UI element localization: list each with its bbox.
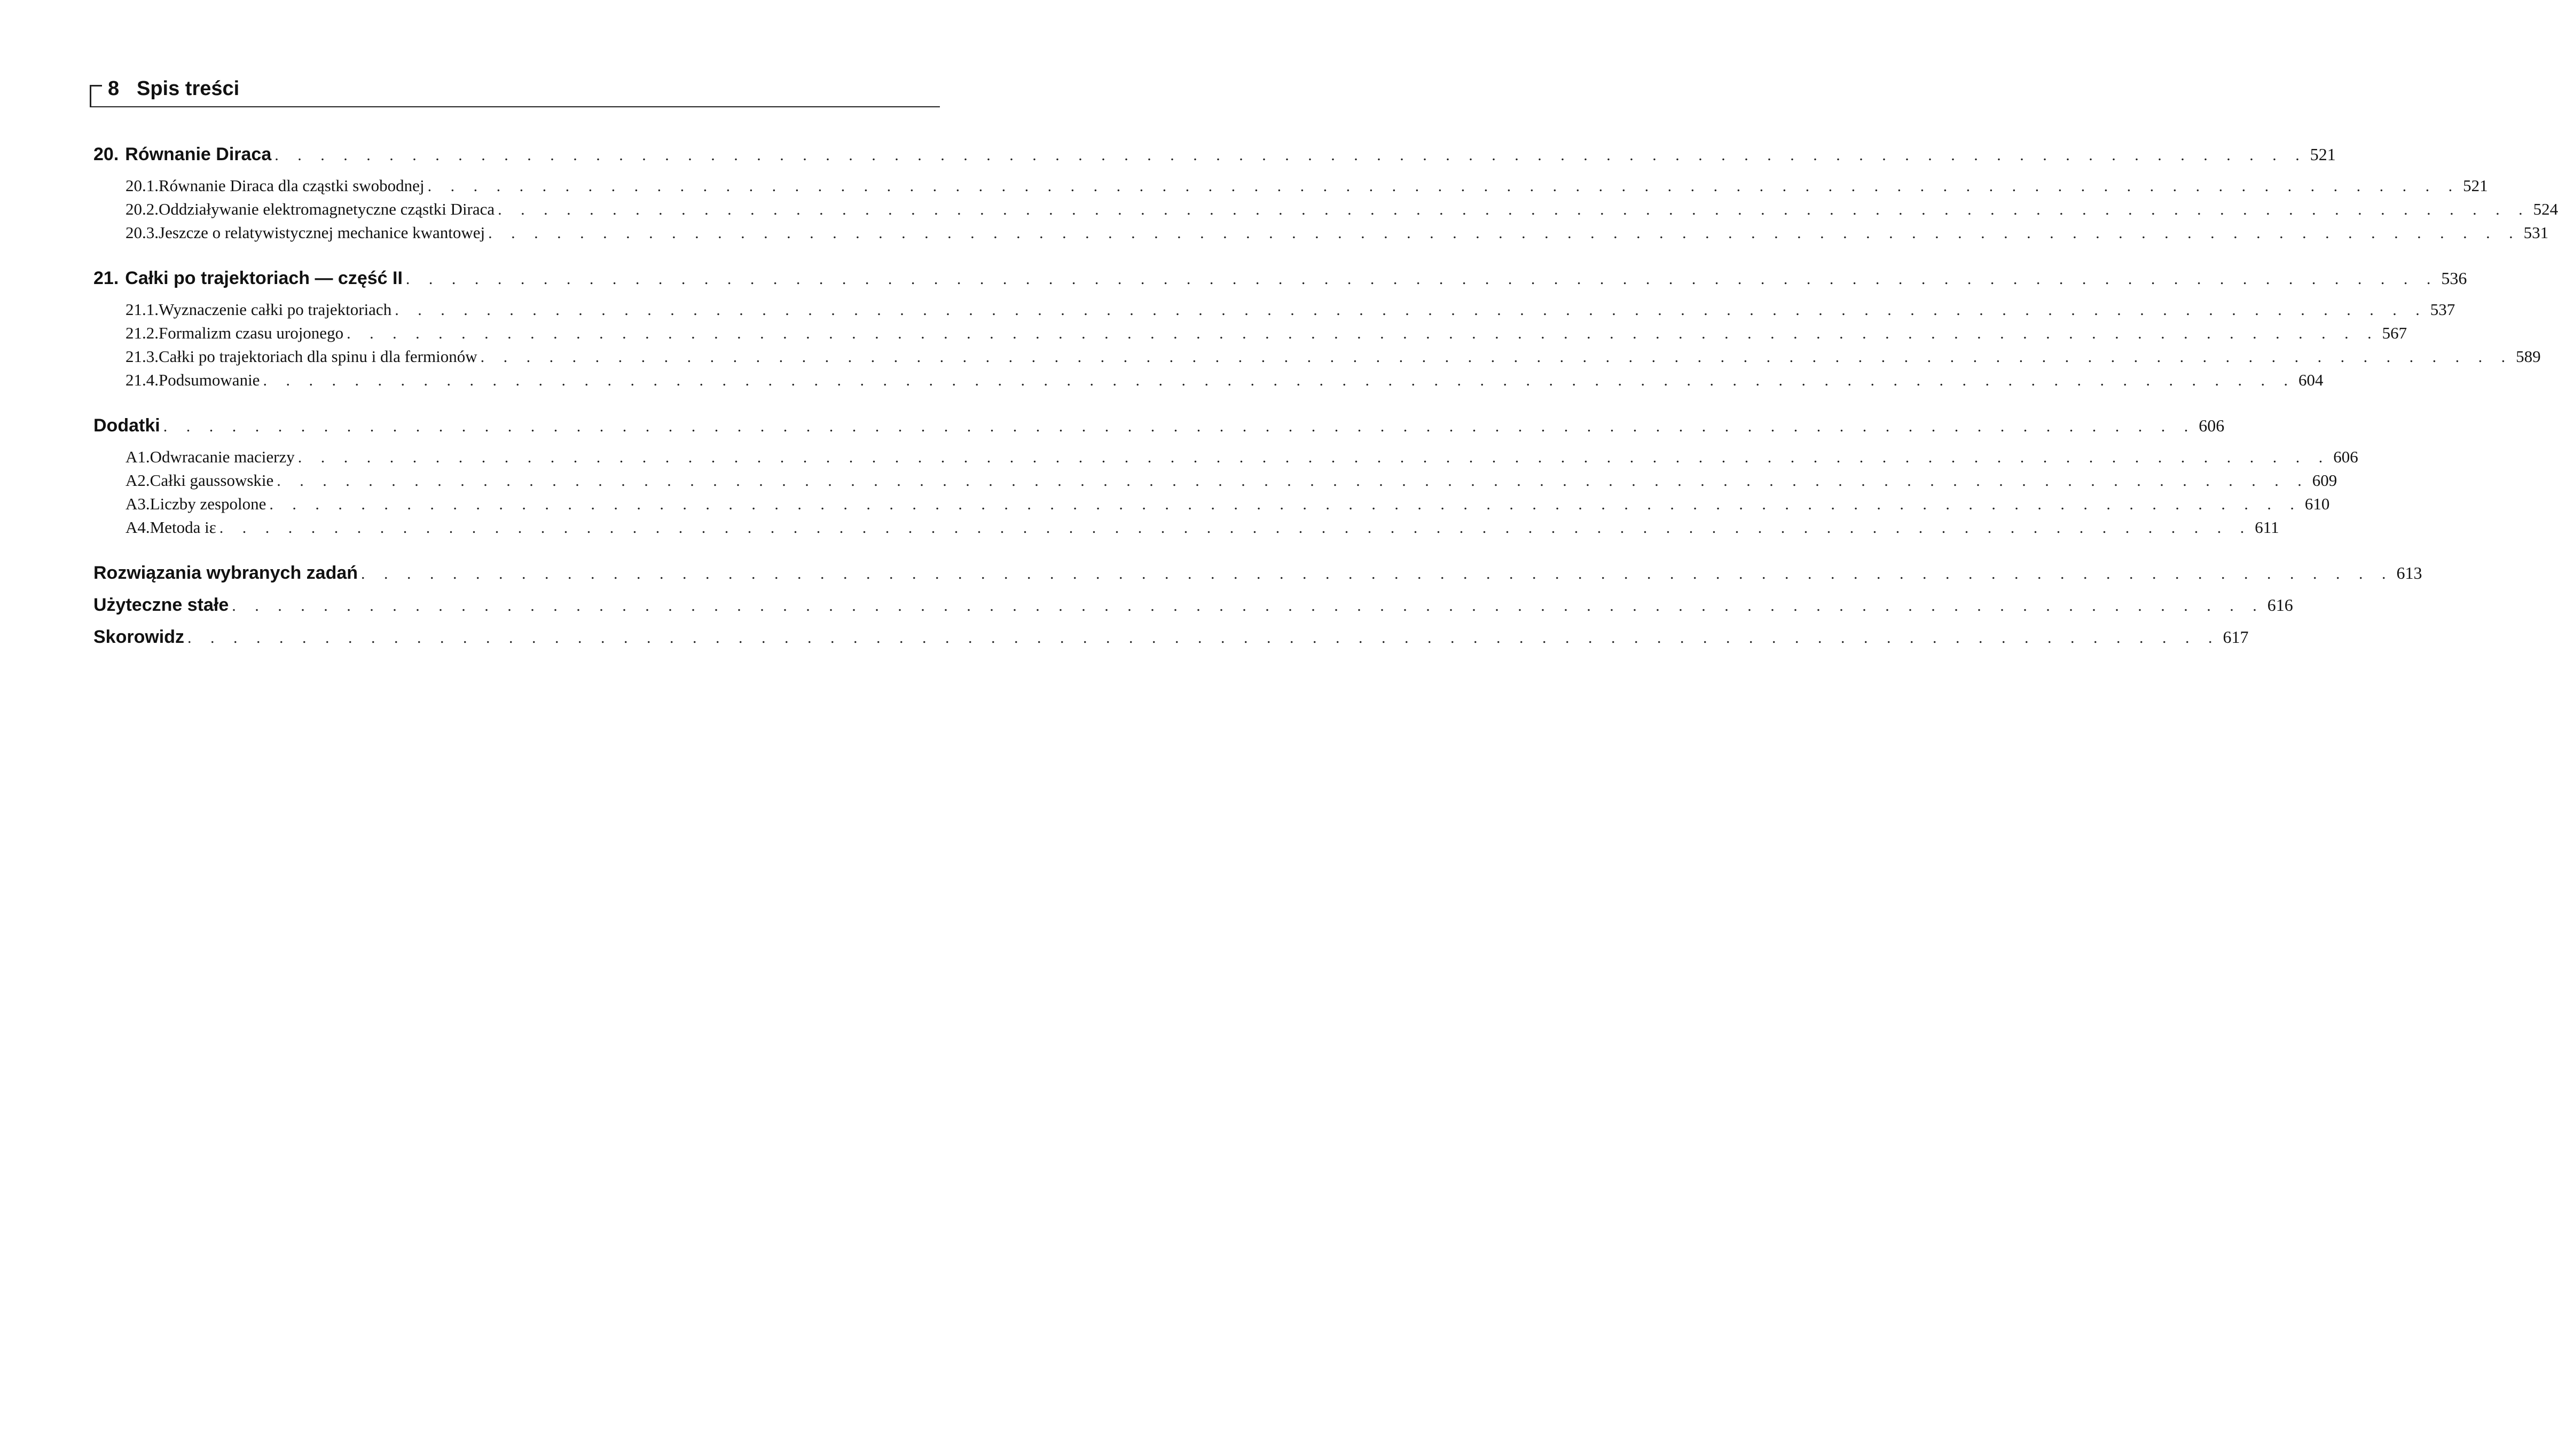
page-ref: 521 [2463,176,2488,195]
chapter-title: Użyteczne stałe [93,595,229,615]
section-title: Metoda iε [150,518,216,537]
toc-appendix-a2[interactable] [93,471,2337,494]
dot-leader: . . . . . . . . . . . . . . . . . . . . . . . . . . . . . . . . . . . . . . . . . . . . . . . . . . . . . . . . . . . . . . . . . . . . . . . . . . . . . . . . . . . . . . . . . [395,301,2427,319]
chapter-title: Równanie Diraca [125,144,272,164]
toc-index[interactable] [93,627,2249,650]
dot-leader: . . . . . . . . . . . . . . . . . . . . . . . . . . . . . . . . . . . . . . . . . . . . . . . . . . . . . . . . . . . . . . . . . . . . . . . . . . . . . . . . . . . . . . . . . [498,201,2530,218]
page-ref: 606 [2333,447,2358,466]
toc-appendices[interactable] [93,415,2225,439]
page-ref: 617 [2223,627,2249,647]
dot-leader: . . . . . . . . . . . . . . . . . . . . . . . . . . . . . . . . . . . . . . . . . . . . . . . . . . . . . . . . . . . . . . . . . . . . . . . . . . . . . . . . . . . . . . . . . [361,565,2394,583]
section-title: Odwracanie macierzy [150,447,295,466]
page-ref: 537 [2430,300,2455,319]
dot-leader: . . . . . . . . . . . . . . . . . . . . . . . . . . . . . . . . . . . . . . . . . . . . . . . . . . . . . . . . . . . . . . . . . . . . . . . . . . . . . . . . . . . . . . . . . [274,146,2307,164]
dot-leader: . . . . . . . . . . . . . . . . . . . . . . . . . . . . . . . . . . . . . . . . . . . . . . . . . . . . . . . . . . . . . . . . . . . . . . . . . . . . . . . . . . . . . . . . . [219,519,2252,537]
section-number: 20.2. [125,200,159,218]
dot-leader: . . . . . . . . . . . . . . . . . . . . . . . . . . . . . . . . . . . . . . . . . . . . . . . . . . . . . . . . . . . . . . . . . . . . . . . . . . . . . . . . . . . . . . . . . [480,348,2513,366]
dot-leader: . . . . . . . . . . . . . . . . . . . . . . . . . . . . . . . . . . . . . . . . . . . . . . . . . . . . . . . . . . . . . . . . . . . . . . . . . . . . . . . . . . . . . . . . . [263,372,2295,389]
section-number: A4. [125,518,150,537]
chapter-title: Całki po trajektoriach — część II [125,268,403,288]
toc-section-20-2[interactable] [93,200,2558,223]
dot-leader: . . . . . . . . . . . . . . . . . . . . . . . . . . . . . . . . . . . . . . . . . . . . . . . . . . . . . . . . . . . . . . . . . . . . . . . . . . . . . . . . . . . . . . . . . [297,448,2331,466]
chapter-number: 20. [93,144,119,164]
page-ref: 567 [2382,324,2407,342]
section-title: Całki gaussowskie [150,471,274,490]
section-number: A2. [125,471,150,490]
running-head [90,77,940,107]
toc-section-21-4[interactable] [93,371,2324,394]
page-ref: 531 [2523,223,2549,242]
toc-section-21-1[interactable] [93,300,2455,324]
chapter-title: Dodatki [93,415,160,436]
dot-leader: . . . . . . . . . . . . . . . . . . . . . . . . . . . . . . . . . . . . . . . . . . . . . . . . . . . . . . . . . . . . . . . . . . . . . . . . . . . . . . . . . . . . . . . . . [269,495,2302,513]
toc-section-21-2[interactable] [93,324,2407,347]
page-ref: 616 [2267,595,2293,615]
corner-mark [90,85,102,107]
dot-leader: . . . . . . . . . . . . . . . . . . . . . . . . . . . . . . . . . . . . . . . . . . . . . . . . . . . . . . . . . . . . . . . . . . . . . . . . . . . . . . . . . . . . . . . . . [232,597,2264,615]
running-title: Spis treści [137,77,240,100]
section-number: 21.3. [125,347,159,366]
toc-section-20-1[interactable] [93,176,2488,200]
page-ref: 521 [2310,145,2336,164]
chapter-number: 21. [93,268,119,288]
page-ref: 610 [2304,494,2330,513]
toc-section-21-3[interactable] [93,347,2541,371]
section-title: Liczby zespolone [150,494,266,513]
toc-constants[interactable] [93,595,2293,618]
section-number: 20.3. [125,223,159,242]
page-ref: 536 [2441,269,2467,288]
section-title: Całki po trajektoriach dla spinu i dla fermionów [159,347,477,366]
section-title: Oddziaływanie elektromagnetyczne cząstki Diraca [159,200,495,218]
section-number: 21.4. [125,371,159,389]
section-title: Równanie Diraca dla cząstki swobodnej [159,176,425,195]
page-ref: 606 [2199,416,2225,435]
dot-leader: . . . . . . . . . . . . . . . . . . . . . . . . . . . . . . . . . . . . . . . . . . . . . . . . . . . . . . . . . . . . . . . . . . . . . . . . . . . . . . . . . . . . . . . . . [488,224,2521,242]
section-number: 20.1. [125,176,159,195]
page-ref: 524 [2533,200,2558,218]
toc-appendix-a3[interactable] [93,494,2330,518]
section-title: Podsumowanie [159,371,260,389]
section-title: Formalizm czasu urojonego [159,324,344,342]
chapter-title: Skorowidz [93,627,185,647]
section-number: A1. [125,447,150,466]
section-number: 21.1. [125,300,159,319]
dot-leader: . . . . . . . . . . . . . . . . . . . . . . . . . . . . . . . . . . . . . . . . . . . . . . . . . . . . . . . . . . . . . . . . . . . . . . . . . . . . . . . . . . . . . . . . . [427,177,2460,195]
table-of-contents [93,144,2558,650]
section-title: Jeszcze o relatywistycznej mechanice kwantowej [159,223,485,242]
section-number: 21.2. [125,324,159,342]
page-ref: 604 [2298,371,2324,389]
toc-appendix-a1[interactable] [93,447,2358,471]
dot-leader: . . . . . . . . . . . . . . . . . . . . . . . . . . . . . . . . . . . . . . . . . . . . . . . . . . . . . . . . . . . . . . . . . . . . . . . . . . . . . . . . . . . . . . . . . [347,325,2379,342]
dot-leader: . . . . . . . . . . . . . . . . . . . . . . . . . . . . . . . . . . . . . . . . . . . . . . . . . . . . . . . . . . . . . . . . . . . . . . . . . . . . . . . . . . . . . . . . . [187,629,2220,647]
page-ref: 609 [2312,471,2337,490]
page-ref: 613 [2396,563,2422,583]
page-ref: 611 [2255,518,2279,537]
toc-chapter-21[interactable] [93,268,2467,292]
toc-appendix-a4[interactable] [93,518,2279,541]
toc-solutions[interactable] [93,563,2422,586]
section-title: Wyznaczenie całki po trajektoriach [159,300,392,319]
section-number: A3. [125,494,150,513]
dot-leader: . . . . . . . . . . . . . . . . . . . . . . . . . . . . . . . . . . . . . . . . . . . . . . . . . . . . . . . . . . . . . . . . . . . . . . . . . . . . . . . . . . . . . . . . . [405,270,2438,288]
chapter-title: Rozwiązania wybranych zadań [93,563,358,583]
dot-leader: . . . . . . . . . . . . . . . . . . . . . . . . . . . . . . . . . . . . . . . . . . . . . . . . . . . . . . . . . . . . . . . . . . . . . . . . . . . . . . . . . . . . . . . . . [163,418,2196,435]
page-number: 8 [108,77,120,100]
dot-leader: . . . . . . . . . . . . . . . . . . . . . . . . . . . . . . . . . . . . . . . . . . . . . . . . . . . . . . . . . . . . . . . . . . . . . . . . . . . . . . . . . . . . . . . . . [277,472,2309,490]
page-ref: 589 [2516,347,2541,366]
toc-chapter-20[interactable] [93,144,2336,168]
toc-section-20-3[interactable] [93,223,2549,247]
